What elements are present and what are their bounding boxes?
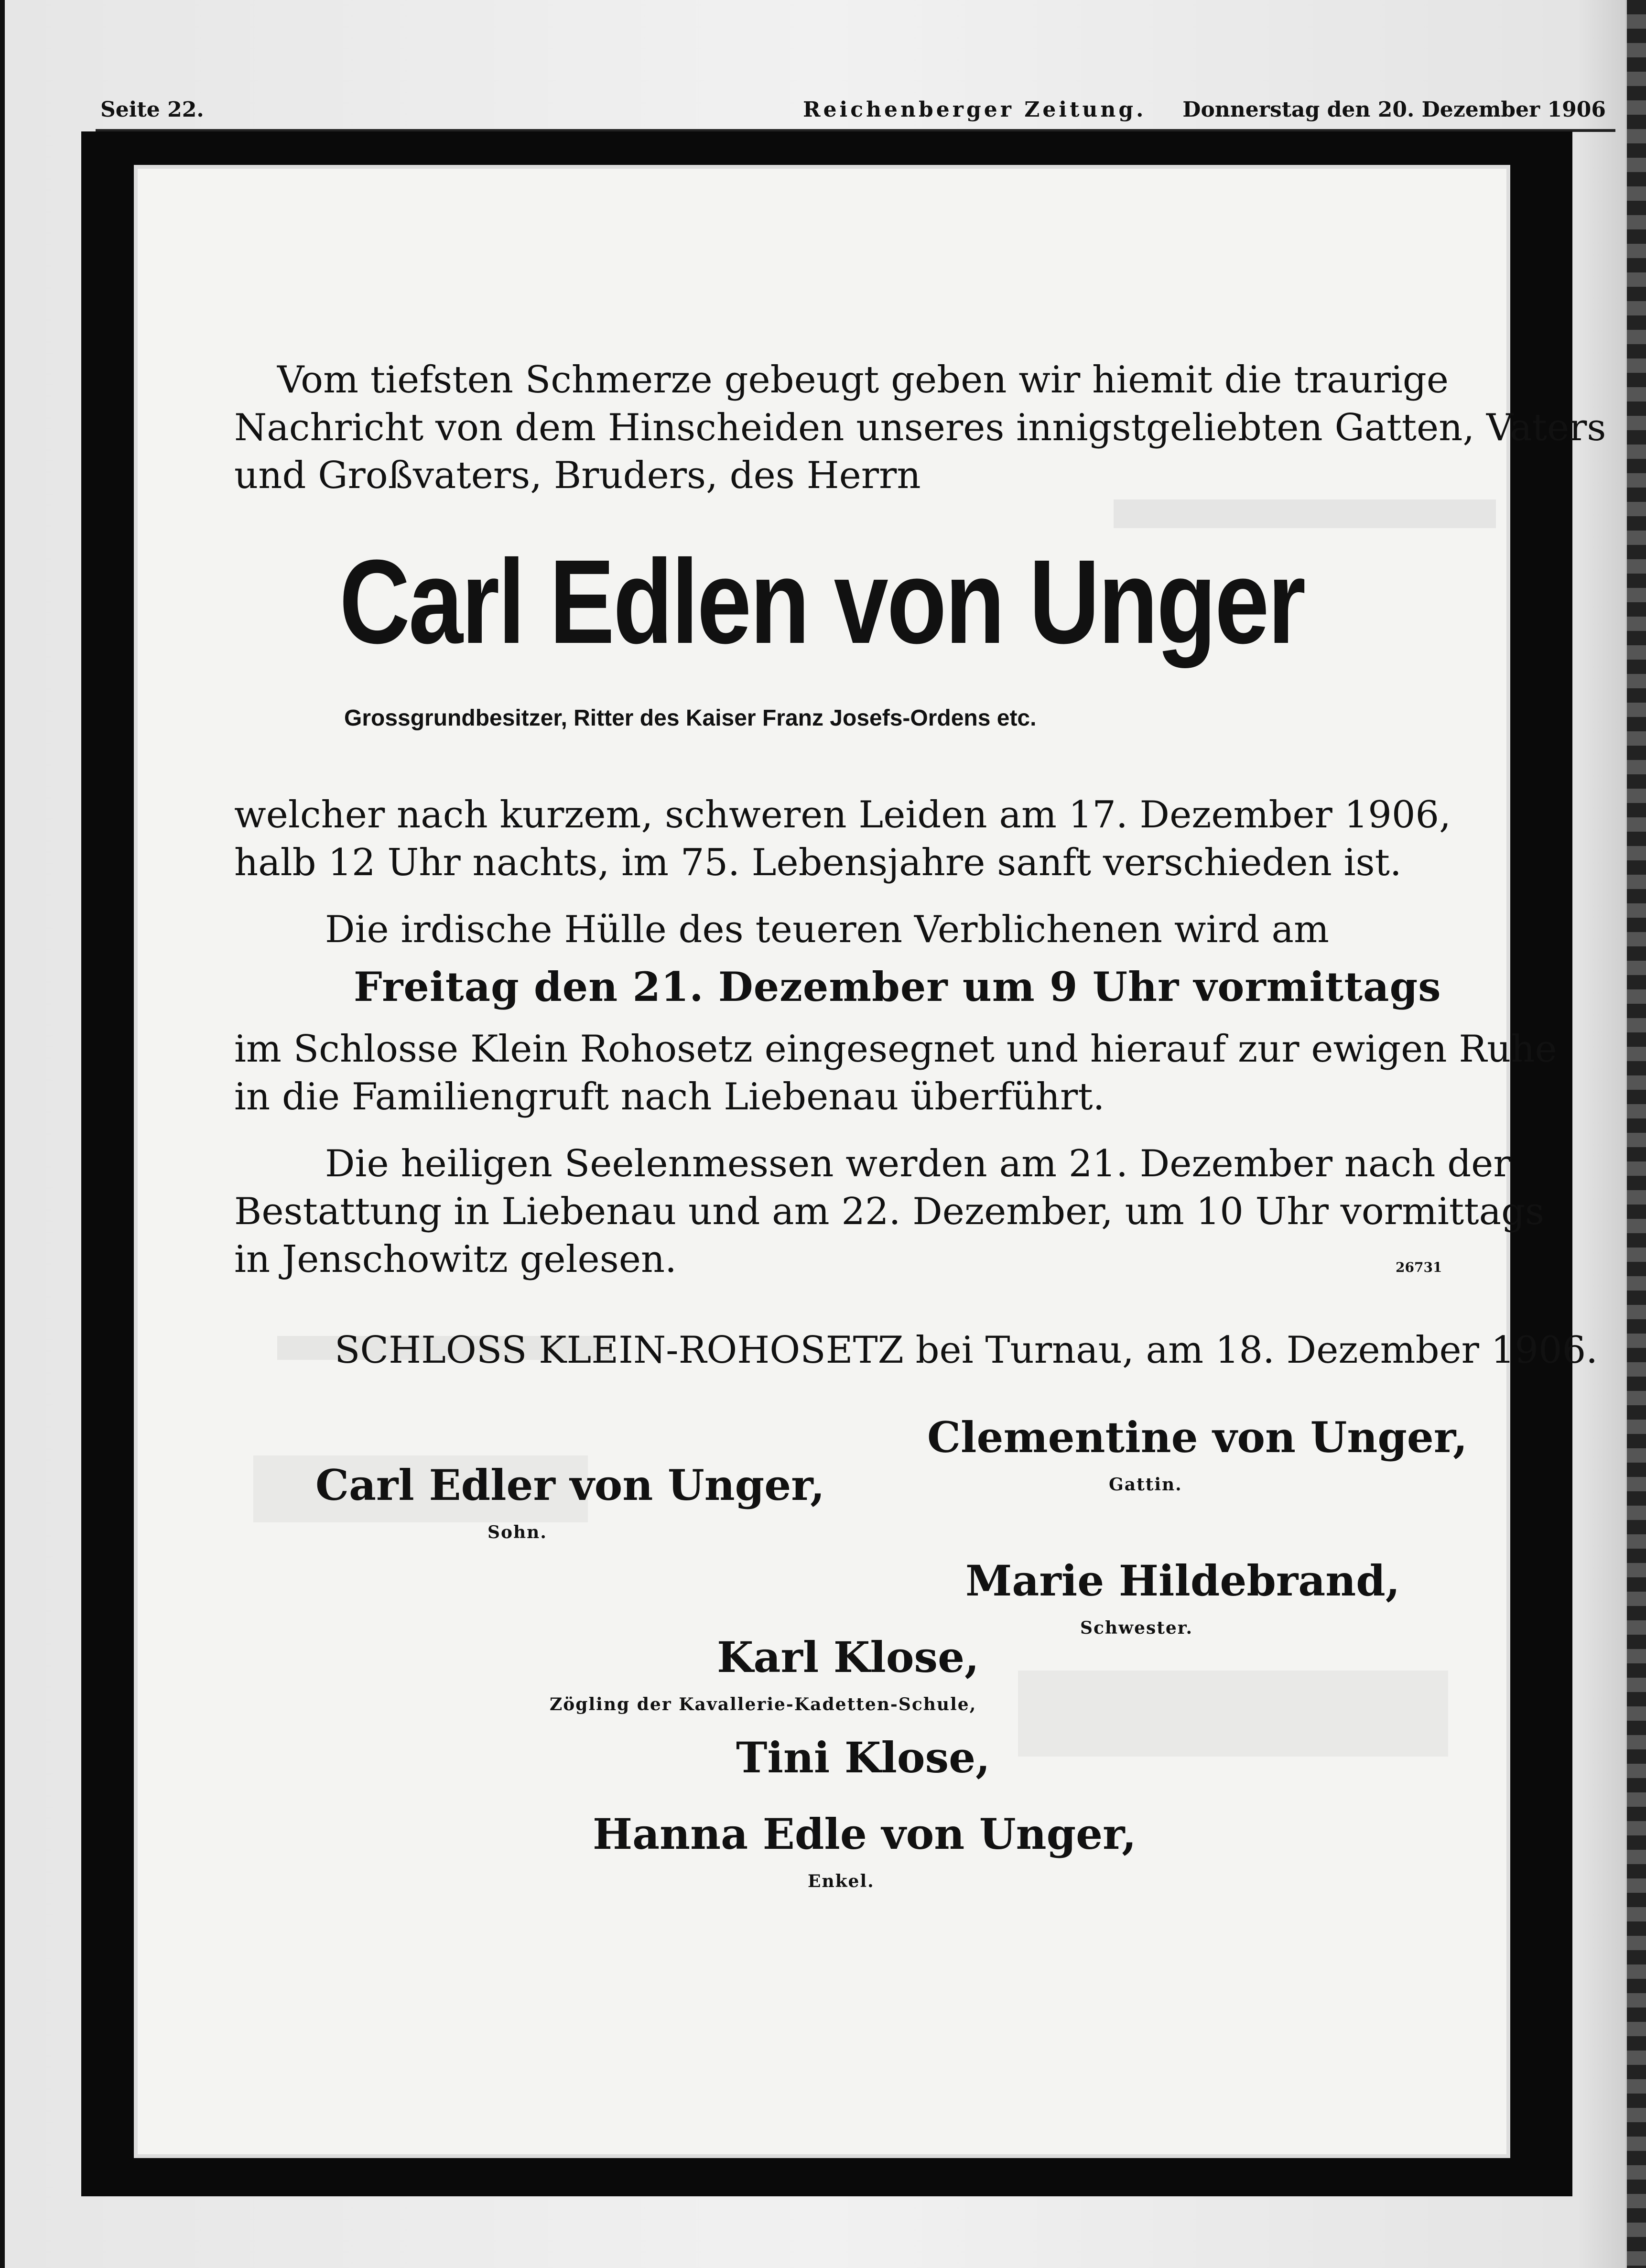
signatory-role: Schwester. (1080, 1618, 1193, 1638)
deceased-name: Carl Edlen von Unger (339, 535, 1304, 668)
funeral-line-2: in die Familiengruft nach Liebenau überführt. (234, 1075, 1105, 1118)
funeral-date: Freitag den 21. Dezember um 9 Uhr vormittags (354, 963, 1441, 1010)
signatory-role: Gattin. (1109, 1475, 1182, 1495)
mass-line-2: Bestattung in Liebenau und am 22. Dezember, um 10 Uhr vormittags (234, 1190, 1545, 1233)
signatory-name: Hanna Edle von Unger, (593, 1809, 1137, 1859)
signatory-name: Marie Hildebrand, (965, 1556, 1400, 1606)
newspaper-title: Reichenberger Zeitung. (803, 98, 1147, 122)
signatory-name: Tini Klose, (736, 1733, 990, 1782)
place-and-date: SCHLOSS KLEIN-ROHOSETZ bei Turnau, am 18. Dezember 1906. (335, 1329, 1598, 1372)
deceased-titles: Grossgrundbesitzer, Ritter des Kaiser Franz Josefs-Ordens etc. (344, 705, 1037, 731)
funeral-line-1: im Schlosse Klein Rohosetz eingesegnet und hierauf zur ewigen Ruhe (234, 1028, 1557, 1071)
death-line-1: welcher nach kurzem, schweren Leiden am 17. Dezember 1906, (234, 793, 1451, 836)
signatory-name: Karl Klose, (717, 1632, 979, 1682)
reference-number: 26731 (1396, 1259, 1442, 1275)
signatory-role: Enkel. (808, 1871, 875, 1891)
page-number: Seite 22. (100, 98, 204, 122)
signatory-role: Zögling der Kavallerie-Kadetten-Schule, (550, 1694, 977, 1715)
death-line-2: halb 12 Uhr nachts, im 75. Lebensjahre sanft verschieden ist. (234, 841, 1402, 884)
mass-line-3: in Jenschowitz gelesen. (234, 1238, 677, 1281)
issue-date: Donnerstag den 20. Dezember 1906 (1182, 98, 1606, 122)
intro-line-3: und Großvaters, Bruders, des Herrn (234, 454, 921, 497)
scan-edge (1627, 0, 1646, 2268)
signatory-name: Carl Edler von Unger, (315, 1460, 825, 1510)
mourning-frame (81, 131, 1606, 2196)
signatory-name: Clementine von Unger, (927, 1412, 1468, 1462)
newspaper-running-head (96, 91, 1615, 132)
funeral-intro: Die irdische Hülle des teueren Verblichenen wird am (325, 908, 1329, 951)
intro-line-1: Vom tiefsten Schmerze gebeugt geben wir hiemit die traurige (277, 358, 1449, 402)
intro-line-2: Nachricht von dem Hinscheiden unseres innigstgeliebten Gatten, Vaters (234, 406, 1606, 449)
obituary-notice (134, 165, 1606, 2158)
signatory-role: Sohn. (487, 1522, 547, 1542)
mass-line-1: Die heiligen Seelenmessen werden am 21. Dezember nach der (325, 1142, 1511, 1185)
